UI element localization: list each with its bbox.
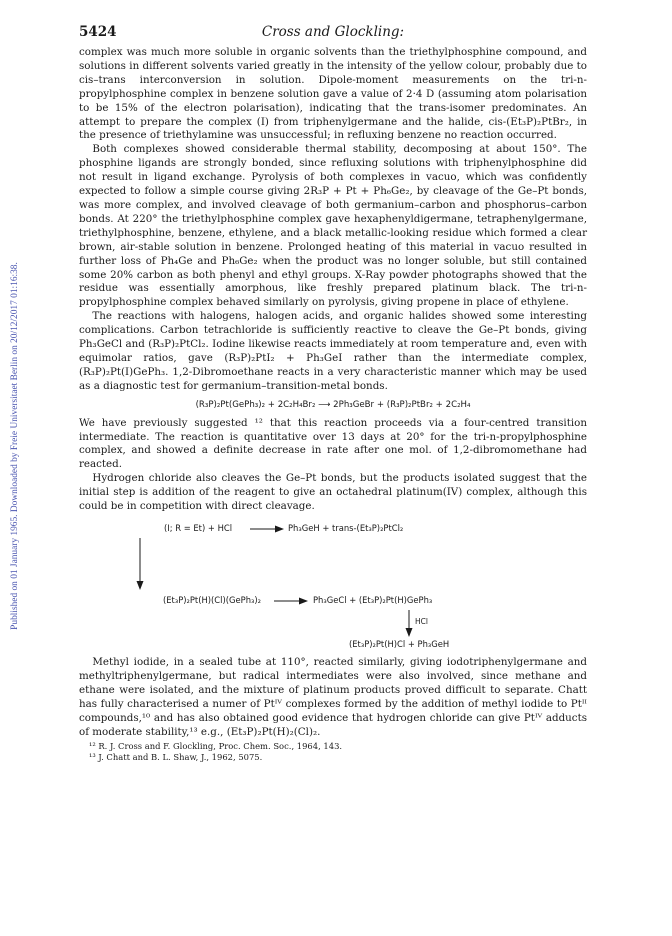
page	[79, 20, 587, 763]
scheme-product-3: (Et₃P)₂Pt(H)Cl + Ph₃GeH	[349, 639, 450, 649]
scheme-start: (I; R = Et) + HCl	[164, 523, 233, 533]
running-title: Cross and Glockling:	[261, 24, 405, 40]
download-watermark	[9, 160, 21, 732]
scheme-intermediate: (Et₃P)₂Pt(H)(Cl)(GePh₃)₂	[163, 595, 262, 605]
paragraph-5: Hydrogen chloride also cleaves the Ge–Pt bonds, but the products isolated suggest that the initial step is addition of the reagent to give an octahedral platinum(IV) complex, although this could be in competition with direct cleavage.	[79, 472, 587, 513]
paragraph-2: Both complexes showed considerable thermal stability, decomposing at about 150°. The phosphine ligands are strongly bonded, since refluxing solutions with triphenylphosphine did not result in ligand exchange. Pyrolysis of both complexes in vacuo, which was confidently expected to follow a simple course giving 2R₃P + Pt + Ph₆Ge₂, by cleavage of the Ge–Pt bonds, was more complex, and involved cleavage of both germanium–carbon and phosphorus–carbon bonds. At 220° the triethylphosphine complex gave hexaphenyldigermane, tetraphenylgermane, triethylphosphine, benzene, ethylene, and a black metallic-looking residue which formed a clear brown, air-stable solution in benzene. Prolonged heating of this material in vacuo resulted in further loss of Ph₄Ge and Ph₆Ge₂ when the product was no longer soluble, but still contained some 20% carbon as both phenyl and ethyl groups. X-Ray powder photographs showed that the residue was essentially amorphous, like freshly prepared platinum black. The tri-n-propylphosphine complex behaved similarly on pyrolysis, giving propene in place of ethylene.	[79, 143, 587, 309]
footnotes	[79, 741, 587, 763]
reaction-equation: (R₃P)₂Pt(GePh₃)₂ + 2C₂H₄Br₂ ⟶ 2Ph₃GeBr + (R₃P)₂PtBr₂ + 2C₂H₄	[195, 399, 471, 410]
reaction-scheme	[79, 518, 587, 652]
scheme-arrows	[79, 518, 587, 652]
scheme-product-1: Ph₃GeH + trans-(Et₃P)₂PtCl₂	[288, 523, 404, 533]
page-number: 5424	[79, 24, 117, 40]
scheme-product-2: Ph₃GeCl + (Et₃P)₂Pt(H)GePh₃	[313, 595, 433, 605]
download-watermark-text: Published on 01 January 1965. Downloaded by Freie Universitaet Berlin on 20/12/2017 01:16:38.	[10, 262, 20, 630]
scheme-reagent: HCl	[415, 617, 428, 626]
paragraph-3: The reactions with halogens, halogen acids, and organic halides showed some interesting complications. Carbon tetrachloride is sufficiently reactive to cleave the Ge–Pt bonds, giving Ph₃GeCl and (R₃P)₂PtCl₂. Iodine likewise reacts immediately at room temperature and, even with equimolar ratios, gave (R₃P)₂PtI₂ + Ph₃GeI rather than the intermediate complex, (R₃P)₂Pt(I)GePh₃. 1,2-Dibromoethane reacts in a very characteristic manner which may be used as a diagnostic test for germanium–transition-metal bonds.	[79, 310, 587, 392]
footnote-12: ¹² R. J. Cross and F. Glockling, Proc. Chem. Soc., 1964, 143.	[89, 741, 343, 752]
paragraph-4: We have previously suggested ¹² that this reaction proceeds via a four-centred transition intermediate. The reaction is quantitative over 13 days at 20° for the tri-n-propylphosphine complex, and showed a definite decrease in rate after one mol. of 1,2-dibromomethane had reacted.	[79, 416, 587, 471]
paragraph-1: complex was much more soluble in organic solvents than the triethylphosphine compound, and solutions in different solvents varied greatly in the intensity of the yellow colour, probably due to cis–trans interconversion in solution. Dipole-moment measurements on the tri-n-propylphosphine complex in benzene solution gave a value of 2·4 D (assuming atom polarisation to be 15% of the electron polarisation), indicating that the trans-isomer predominates. An attempt to prepare the complex (I) from triphenylgermane and the halide, cis-(Et₃P)₂PtBr₂, in the presence of triethylamine was unsuccessful; in refluxing benzene no reaction occurred.	[79, 46, 587, 142]
paragraph-6: Methyl iodide, in a sealed tube at 110°, reacted similarly, giving iodotriphenylgermane and methyltriphenylgermane, but radical intermediates were also involved, since methane and ethane were isolated, and the mixture of platinum products proved difficult to separate. Chatt has fully characterised a numer of Ptᴵⱽ complexes formed by the addition of methyl iodide to Ptᴵᴵ compounds,¹⁰ and has also obtained good evidence that hydrogen chloride can give Ptᴵⱽ adducts of moderate stability,¹³ e.g., (Et₃P)₂Pt(H)₂(Cl)₂.	[79, 656, 587, 738]
running-header	[79, 20, 587, 46]
footnote-13: ¹³ J. Chatt and B. L. Shaw, J., 1962, 5075.	[89, 752, 263, 763]
